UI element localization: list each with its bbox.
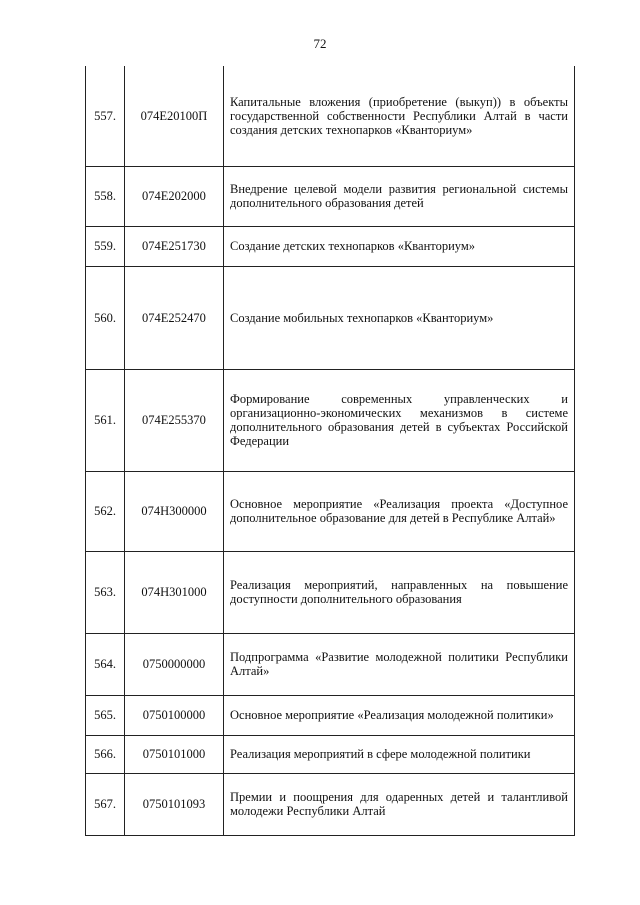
row-code: 074Н301000 (125, 551, 224, 633)
row-number: 566. (86, 735, 125, 773)
row-number: 563. (86, 551, 125, 633)
row-code: 074E251730 (125, 226, 224, 266)
row-code: 074Н300000 (125, 471, 224, 551)
row-name: Формирование современных управленческих и организационно-экономических механизмов в системе дополнительного образования детей в субъектах Российской Федерации (224, 369, 575, 471)
table-row (86, 551, 575, 633)
table-row (86, 369, 575, 471)
row-name: Основное мероприятие «Реализация проекта «Доступное дополнительное образование для детей в Республике Алтай» (224, 471, 575, 551)
table-row (86, 166, 575, 226)
row-name: Премии и поощрения для одаренных детей и талантливой молодежи Республики Алтай (224, 773, 575, 835)
table-row (86, 633, 575, 695)
row-number: 560. (86, 266, 125, 369)
table-row (86, 773, 575, 835)
row-name: Капитальные вложения (приобретение (выкуп)) в объекты государственной собственности Республики Алтай в части создания детских технопарков «Кванториум» (224, 66, 575, 166)
page-number: 72 (313, 36, 327, 51)
row-number: 567. (86, 773, 125, 835)
row-number: 557. (86, 66, 125, 166)
table-row (86, 695, 575, 735)
row-name: Реализация мероприятий, направленных на повышение доступности дополнительного образования (224, 551, 575, 633)
row-number: 562. (86, 471, 125, 551)
row-name: Основное мероприятие «Реализация молодежной политики» (224, 695, 575, 735)
table-row (86, 735, 575, 773)
budget-classification-table (85, 66, 575, 836)
table-row (86, 66, 575, 166)
row-name: Реализация мероприятий в сфере молодежной политики (224, 735, 575, 773)
row-number: 558. (86, 166, 125, 226)
row-code: 074E252470 (125, 266, 224, 369)
row-number: 564. (86, 633, 125, 695)
row-name: Внедрение целевой модели развития региональной системы дополнительного образования детей (224, 166, 575, 226)
row-code: 0750101000 (125, 735, 224, 773)
row-name: Создание мобильных технопарков «Кванториум» (224, 266, 575, 369)
row-number: 559. (86, 226, 125, 266)
row-code: 0750101093 (125, 773, 224, 835)
row-code: 074E20100П (125, 66, 224, 166)
table-row (86, 471, 575, 551)
row-number: 565. (86, 695, 125, 735)
table-row (86, 226, 575, 266)
row-name: Создание детских технопарков «Кванториум» (224, 226, 575, 266)
row-code: 0750000000 (125, 633, 224, 695)
row-number: 561. (86, 369, 125, 471)
row-code: 074E202000 (125, 166, 224, 226)
table-row (86, 266, 575, 369)
row-code: 0750100000 (125, 695, 224, 735)
row-name: Подпрограмма «Развитие молодежной политики Республики Алтай» (224, 633, 575, 695)
row-code: 074E255370 (125, 369, 224, 471)
